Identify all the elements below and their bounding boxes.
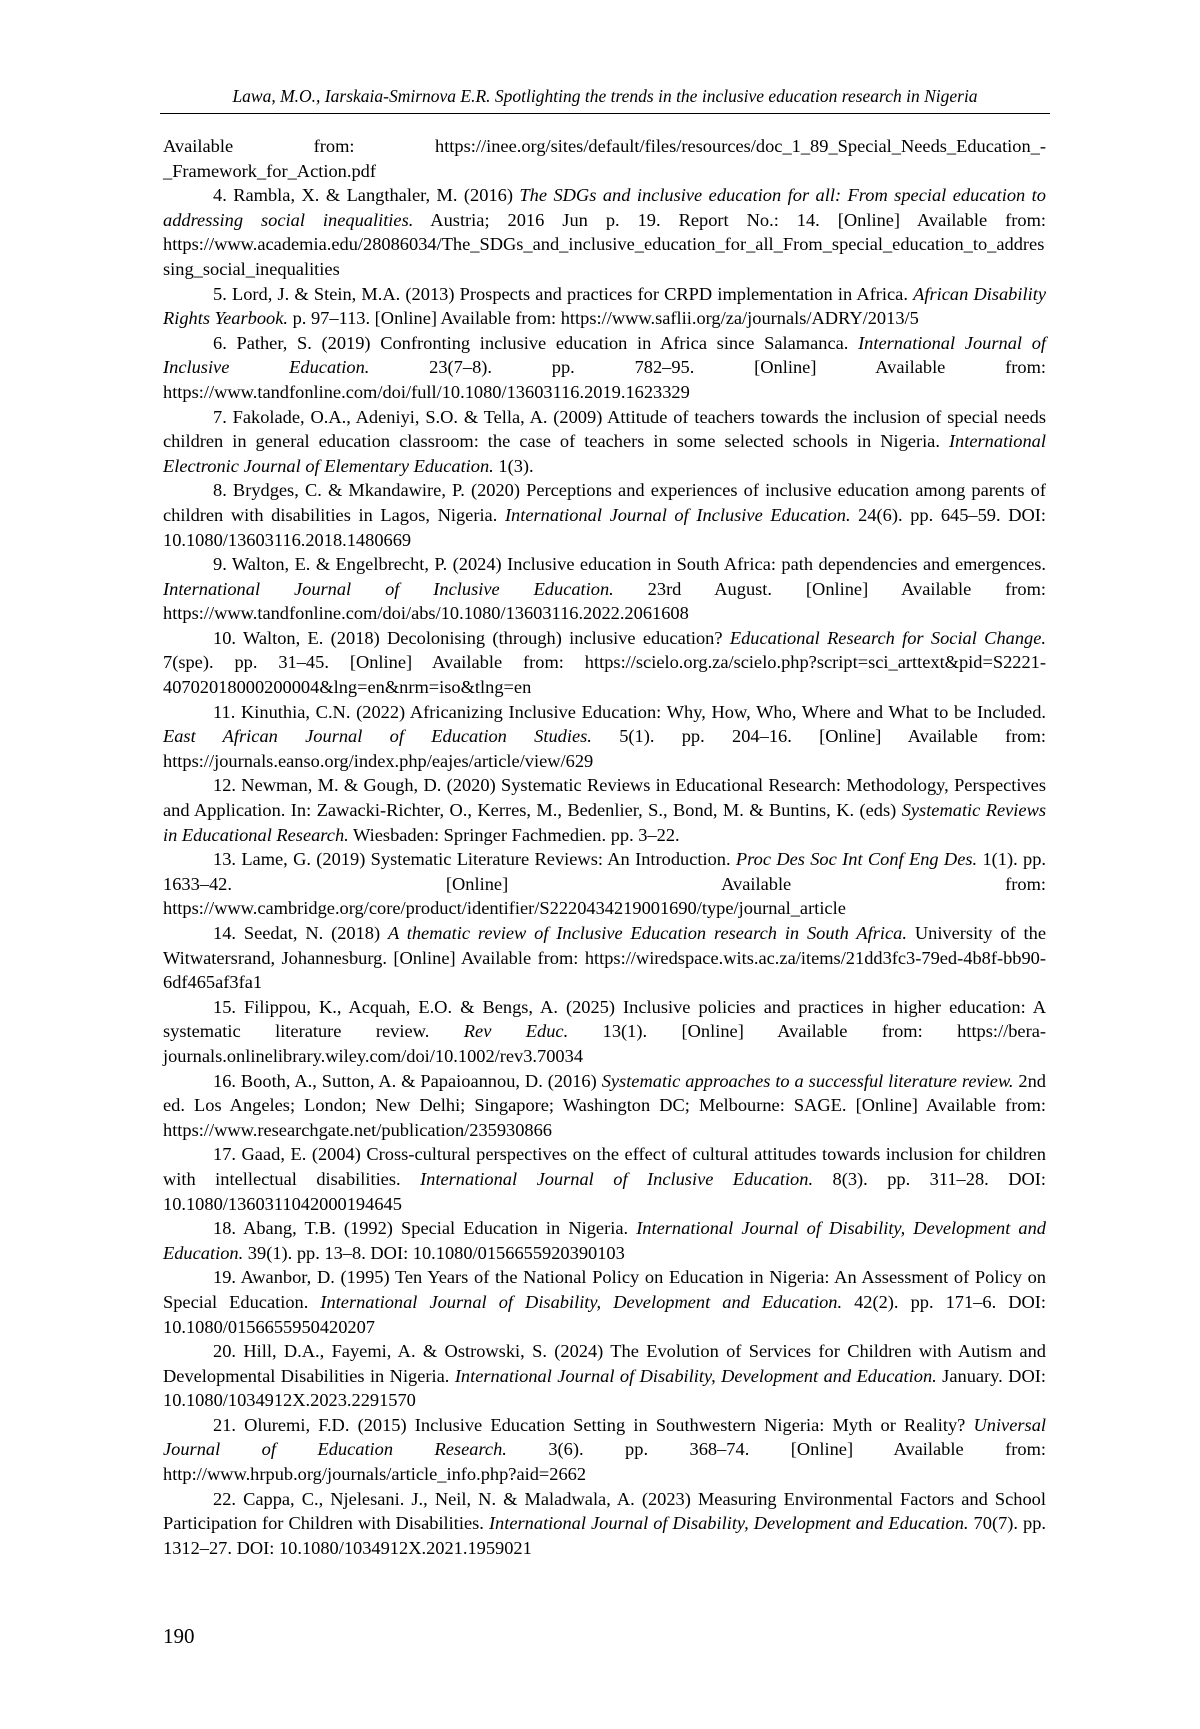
reference-item: 4. Rambla, X. & Langthaler, M. (2016) The SDGs and inclusive education for all: From special education to addressing social inequalities. Austria; 2016 Jun p. 19. Report No.: 14. [Online] Available from: https://www.academia.edu/28086034/The_SDGs_and_inclusive_education_for_all_From_special_education_to_addressing_social_inequalities [163,185,1046,279]
reference-continuation: Available from: https://inee.org/sites/default/files/resources/doc_1_89_Special_Needs_Education_-_Framework_for_Action.pdf [163,136,1046,181]
reference-item: 6. Pather, S. (2019) Confronting inclusive education in Africa since Salamanca. International Journal of Inclusive Education. 23(7–8). pp. 782–95. [Online] Available from: https://www.tandfonline.com/doi/full/10.1080/13603116.2019.1623329 [163,332,1047,402]
reference-item: 8. Brydges, C. & Mkandawire, P. (2020) Perceptions and experiences of inclusive education among parents of children with disabilities in Lagos, Nigeria. International Journal of Inclusive Education. 24(6). pp. 645–59. DOI: 10.1080/13603116.2018.1480669 [163,480,1046,550]
reference-item: 18. Abang, T.B. (1992) Special Education in Nigeria. International Journal of Disability, Development and Education. 39(1). pp. 13–8. DOI: 10.1080/0156655920390103 [163,1218,1046,1263]
reference-item: 12. Newman, M. & Gough, D. (2020) Systematic Reviews in Educational Research: Methodology, Perspectives and Application. In: Zawacki-Richter, O., Kerres, M., Bedenlier, S., Bond, M. & Buntins, K. (eds) Systematic Reviews in Educational Research. Wiesbaden: Springer Fachmedien. pp. 3–22. [163,775,1047,845]
reference-item: 22. Cappa, C., Njelesani. J., Neil, N. & Maladwala, A. (2023) Measuring Environmental Factors and School Participation for Children with Disabilities. International Journal of Disability, Development and Education. 70(7). pp. 1312–27. DOI: 10.1080/1034912X.2021.1959021 [163,1488,1046,1558]
reference-list [163,134,1046,1560]
page-number: 190 [163,1624,195,1648]
running-header: Lawa, M.O., Iarskaia-Smirnova E.R. Spotlighting the trends in the inclusive education research in Nigeria [232,86,978,106]
header-rule [160,113,1050,114]
reference-item: 11. Kinuthia, C.N. (2022) Africanizing Inclusive Education: Why, How, Who, Where and What to be Included. East African Journal of Education Studies. 5(1). pp. 204–16. [Online] Available from: https://journals.eanso.org/index.php/eajes/article/view/629 [163,701,1046,771]
reference-item: 19. Awanbor, D. (1995) Ten Years of the National Policy on Education in Nigeria: An Assessment of Policy on Special Education. International Journal of Disability, Development and Education. 42(2). pp. 171–6. DOI: 10.1080/0156655950420207 [163,1267,1046,1337]
reference-item: 17. Gaad, E. (2004) Cross-cultural perspectives on the effect of cultural attitudes towards inclusion for children with intellectual disabilities. International Journal of Inclusive Education. 8(3). pp. 311–28. DOI: 10.1080/1360311042000194645 [163,1144,1046,1214]
reference-item: 9. Walton, E. & Engelbrecht, P. (2024) Inclusive education in South Africa: path dependencies and emergences. International Journal of Inclusive Education. 23rd August. [Online] Available from: https://www.tandfonline.com/doi/abs/10.1080/13603116.2022.2061608 [163,554,1046,624]
reference-item: 15. Filippou, K., Acquah, E.O. & Bengs, A. (2025) Inclusive policies and practices in higher education: A systematic literature review. Rev Educ. 13(1). [Online] Available from: https://bera-journals.onlinelibrary.wiley.com/doi/10.1002/rev3.70034 [163,996,1047,1066]
reference-item: 14. Seedat, N. (2018) A thematic review of Inclusive Education research in South Africa. University of the Witwatersrand, Johannesburg. [Online] Available from: https://wiredspace.wits.ac.za/items/21dd3fc3-79ed-4b8f-bb90-6df465af3fa1 [163,923,1046,993]
reference-item: 10. Walton, E. (2018) Decolonising (through) inclusive education? Educational Research for Social Change. 7(spe). pp. 31–45. [Online] Available from: https://scielo.org.za/scielo.php?script=sci_arttext&pid=S2221-40702018000200004&lng=en&nrm=iso&tlng=en [163,627,1046,698]
reference-item: 5. Lord, J. & Stein, M.A. (2013) Prospects and practices for CRPD implementation in Africa. African Disability Rights Yearbook. p. 97–113. [Online] Available from: https://www.saflii.org/za/journals/ADRY/2013/5 [163,283,1046,329]
reference-item: 16. Booth, A., Sutton, A. & Papaioannou, D. (2016) Systematic approaches to a successful literature review. 2nd ed. Los Angeles; London; New Delhi; Singapore; Washington DC; Melbourne: SAGE. [Online] Available from: https://www.researchgate.net/publication/235930866 [163,1070,1046,1140]
reference-item: 20. Hill, D.A., Fayemi, A. & Ostrowski, S. (2024) The Evolution of Services for Children with Autism and Developmental Disabilities in Nigeria. International Journal of Disability, Development and Education. January. DOI: 10.1080/1034912X.2023.2291570 [163,1341,1046,1411]
reference-item: 13. Lame, G. (2019) Systematic Literature Reviews: An Introduction. Proc Des Soc Int Conf Eng Des. 1(1). pp. 1633–42. [Online] Available from: https://www.cambridge.org/core/product/identifier/S2220434219001690/type/journal_article [163,849,1047,919]
reference-item: 21. Oluremi, F.D. (2015) Inclusive Education Setting in Southwestern Nigeria: Myth or Reality? Universal Journal of Education Research. 3(6). pp. 368–74. [Online] Available from: http://www.hrpub.org/journals/article_info.php?aid=2662 [163,1414,1046,1485]
reference-item: 7. Fakolade, O.A., Adeniyi, S.O. & Tella, A. (2009) Attitude of teachers towards the inclusion of special needs children in general education classroom: the case of teachers in some selected schools in Nigeria. International Electronic Journal of Elementary Education. 1(3). [163,406,1046,476]
